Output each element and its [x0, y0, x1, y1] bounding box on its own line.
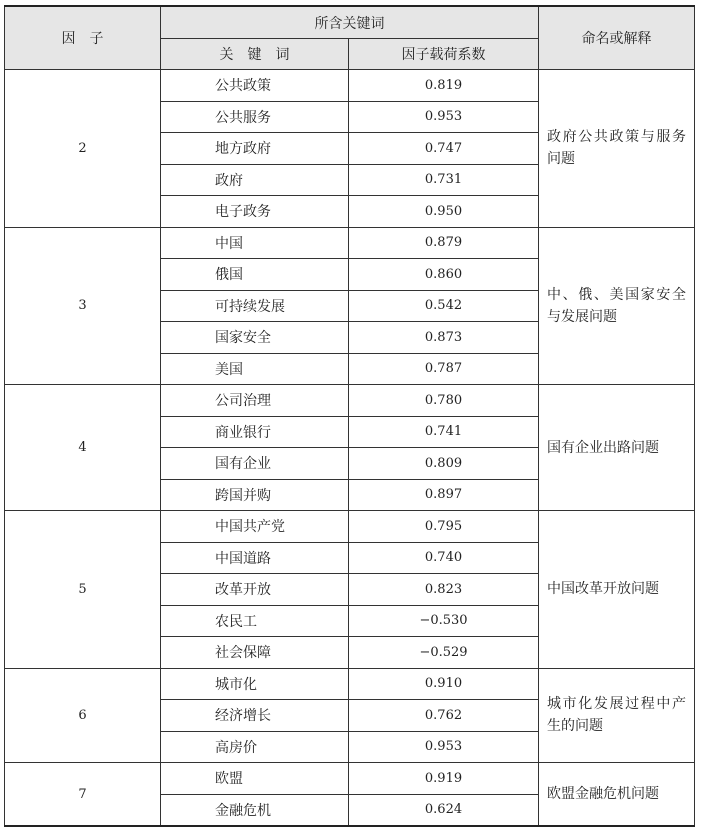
header-factor: 因 子 — [5, 6, 161, 70]
factor-number: 7 — [5, 763, 161, 827]
keyword-cell: 商业银行 — [161, 416, 349, 448]
keyword-cell: 改革开放 — [161, 574, 349, 606]
keyword-cell: 地方政府 — [161, 133, 349, 165]
factor-loading-table — [4, 5, 695, 827]
loading-value-cell: 0.953 — [349, 101, 539, 133]
loading-value-cell: 0.873 — [349, 322, 539, 354]
loading-value-cell: 0.879 — [349, 227, 539, 259]
loading-value-cell: 0.542 — [349, 290, 539, 322]
loading-value-cell: 0.897 — [349, 479, 539, 511]
keyword-cell: 电子政务 — [161, 196, 349, 228]
keyword-cell: 政府 — [161, 164, 349, 196]
loading-value-cell: 0.787 — [349, 353, 539, 385]
header-keyword: 关 键 词 — [161, 39, 349, 70]
factor-description: 政府公共政策与服务问题 — [539, 70, 695, 228]
keyword-cell: 中国共产党 — [161, 511, 349, 543]
keyword-cell: 社会保障 — [161, 637, 349, 669]
loading-value-cell: 0.624 — [349, 794, 539, 826]
table-row — [5, 227, 695, 259]
keyword-cell: 中国 — [161, 227, 349, 259]
loading-value-cell: 0.950 — [349, 196, 539, 228]
keyword-cell: 国有企业 — [161, 448, 349, 480]
factor-description: 欧盟金融危机问题 — [539, 763, 695, 827]
keyword-cell: 经济增长 — [161, 700, 349, 732]
loading-value-cell: 0.740 — [349, 542, 539, 574]
table-row — [5, 70, 695, 102]
factor-description: 国有企业出路问题 — [539, 385, 695, 511]
loading-value-cell: 0.860 — [349, 259, 539, 291]
factor-number: 2 — [5, 70, 161, 228]
keyword-cell: 高房价 — [161, 731, 349, 763]
factor-description: 中、俄、美国家安全与发展问题 — [539, 227, 695, 385]
keyword-cell: 城市化 — [161, 668, 349, 700]
factor-number: 5 — [5, 511, 161, 669]
loading-value-cell: 0.809 — [349, 448, 539, 480]
loading-value-cell: −0.529 — [349, 637, 539, 669]
header-loading: 因子载荷系数 — [349, 39, 539, 70]
header-keywords-group: 所含关键词 — [161, 6, 539, 39]
table-body — [5, 70, 695, 827]
factor-table-container — [4, 5, 695, 827]
table-row — [5, 668, 695, 700]
keyword-cell: 公司治理 — [161, 385, 349, 417]
factor-description: 中国改革开放问题 — [539, 511, 695, 669]
loading-value-cell: 0.819 — [349, 70, 539, 102]
loading-value-cell: 0.910 — [349, 668, 539, 700]
keyword-cell: 农民工 — [161, 605, 349, 637]
factor-number: 4 — [5, 385, 161, 511]
keyword-cell: 跨国并购 — [161, 479, 349, 511]
keyword-cell: 公共服务 — [161, 101, 349, 133]
loading-value-cell: 0.780 — [349, 385, 539, 417]
header-description: 命名或解释 — [539, 6, 695, 70]
loading-value-cell: 0.762 — [349, 700, 539, 732]
keyword-cell: 中国道路 — [161, 542, 349, 574]
loading-value-cell: 0.953 — [349, 731, 539, 763]
loading-value-cell: 0.731 — [349, 164, 539, 196]
keyword-cell: 公共政策 — [161, 70, 349, 102]
loading-value-cell: 0.823 — [349, 574, 539, 606]
keyword-cell: 金融危机 — [161, 794, 349, 826]
factor-number: 6 — [5, 668, 161, 763]
table-row — [5, 385, 695, 417]
table-row — [5, 511, 695, 543]
loading-value-cell: 0.795 — [349, 511, 539, 543]
keyword-cell: 美国 — [161, 353, 349, 385]
keyword-cell: 国家安全 — [161, 322, 349, 354]
table-row — [5, 763, 695, 795]
loading-value-cell: 0.919 — [349, 763, 539, 795]
keyword-cell: 欧盟 — [161, 763, 349, 795]
keyword-cell: 可持续发展 — [161, 290, 349, 322]
loading-value-cell: −0.530 — [349, 605, 539, 637]
keyword-cell: 俄国 — [161, 259, 349, 291]
factor-number: 3 — [5, 227, 161, 385]
loading-value-cell: 0.747 — [349, 133, 539, 165]
factor-description: 城市化发展过程中产生的问题 — [539, 668, 695, 763]
loading-value-cell: 0.741 — [349, 416, 539, 448]
